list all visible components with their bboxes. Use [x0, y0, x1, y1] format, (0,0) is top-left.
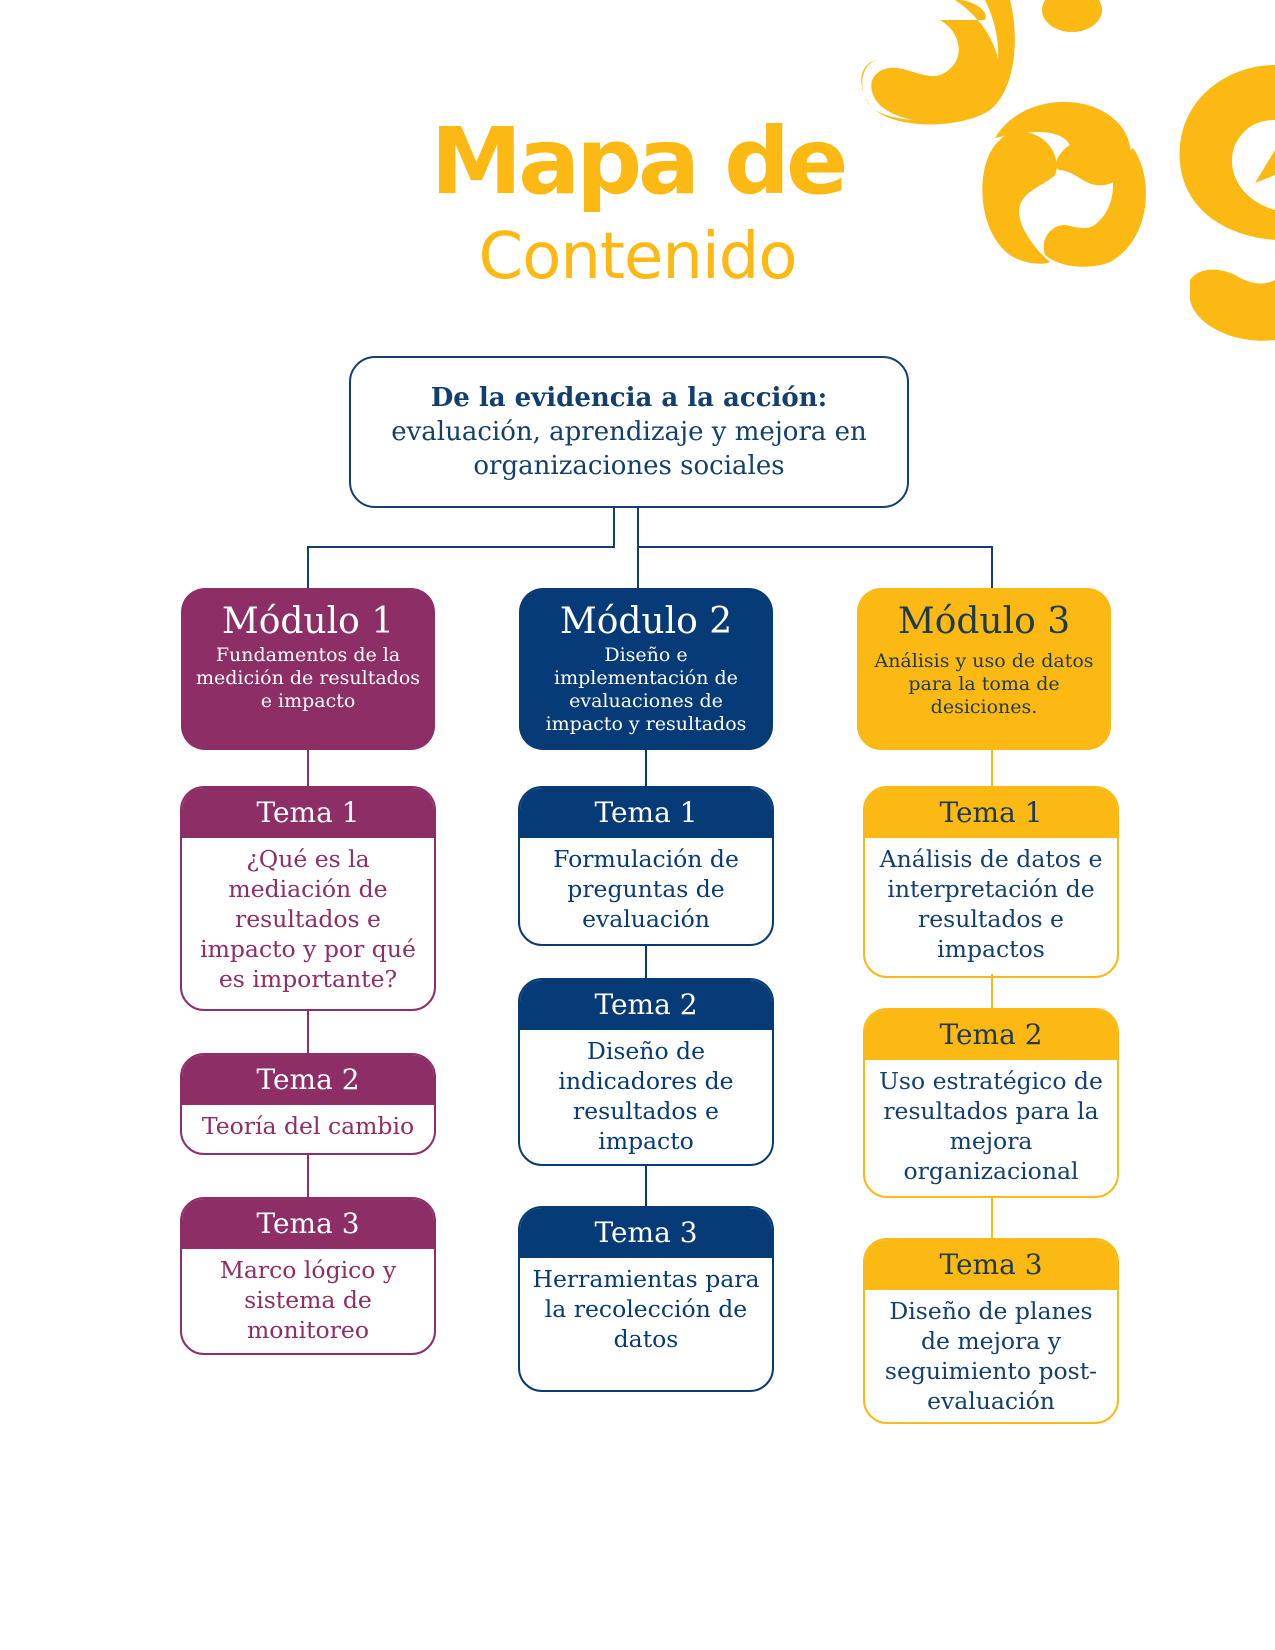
module-3-tema-3 [863, 1238, 1119, 1424]
module-title: Módulo 1 [221, 601, 395, 642]
tema-label: Tema 3 [520, 1208, 772, 1258]
connector [645, 946, 647, 978]
connector [991, 750, 993, 786]
connector-root-right [637, 508, 639, 588]
module-1-tema-2 [180, 1053, 436, 1155]
tema-label: Tema 1 [865, 788, 1117, 838]
page-title: Mapa de [430, 108, 845, 215]
page-subtitle: Contenido [478, 220, 797, 294]
connector-root-left [613, 508, 615, 548]
tema-text: ¿Qué es la mediación de resultados e impacto y por qué es importante? [200, 845, 416, 993]
module-title: Módulo 2 [559, 601, 733, 642]
connector [645, 1166, 647, 1206]
module-description: Fundamentos de la medición de resultados e impacto [195, 644, 421, 712]
tema-text: Teoría del cambio [201, 1112, 415, 1140]
connector [307, 750, 309, 786]
tema-label: Tema 2 [865, 1010, 1117, 1060]
course-subtitle-line1: evaluación, aprendizaje y mejora en [391, 417, 867, 447]
tema-text: Marco lógico y sistema de monitoreo [219, 1256, 397, 1344]
module-2-tema-1 [518, 786, 774, 946]
module-2-tema-2 [518, 978, 774, 1166]
module-3-tema-2 [863, 1008, 1119, 1198]
connector [645, 750, 647, 786]
connector [307, 1011, 309, 1053]
connector [991, 974, 993, 1010]
module-1-card [181, 588, 435, 750]
tema-text: Diseño de planes de mejora y seguimiento post-evaluación [884, 1297, 1098, 1415]
root-node-course-title [349, 356, 909, 508]
module-2-card [519, 588, 773, 750]
tema-label: Tema 3 [182, 1199, 434, 1249]
module-description: Diseño e implementación de evaluaciones de impacto y resultados [545, 644, 747, 735]
course-subtitle-line2: organizaciones sociales [473, 451, 785, 481]
module-3-card [857, 588, 1111, 750]
module-3-tema-1 [863, 786, 1119, 978]
connector [991, 1198, 993, 1238]
tema-label: Tema 2 [182, 1055, 434, 1105]
module-description: Análisis y uso de datos para la toma de desiciones. [874, 650, 1094, 718]
connector [307, 1155, 309, 1197]
module-2-tema-3 [518, 1206, 774, 1392]
connector-to-module-3 [991, 546, 993, 588]
tema-text: Diseño de indicadores de resultados e impacto [558, 1037, 734, 1155]
tema-text: Herramientas para la recolección de datos [532, 1265, 760, 1353]
course-title: De la evidencia a la acción: [430, 383, 828, 413]
tema-label: Tema 2 [520, 980, 772, 1030]
tema-text: Uso estratégico de resultados para la mejora organizacional [879, 1067, 1103, 1185]
tema-label: Tema 3 [865, 1240, 1117, 1290]
connector-horizontal-right [637, 546, 993, 548]
tema-text: Formulación de preguntas de evaluación [553, 845, 739, 933]
connector-to-module-1 [307, 546, 309, 588]
tema-text: Análisis de datos e interpretación de resultados e impactos [879, 845, 1103, 963]
module-1-tema-1 [180, 786, 436, 1011]
connector-horizontal-left [307, 546, 615, 548]
module-title: Módulo 3 [897, 601, 1071, 642]
tema-label: Tema 1 [520, 788, 772, 838]
tema-label: Tema 1 [182, 788, 434, 838]
module-1-tema-3 [180, 1197, 436, 1355]
